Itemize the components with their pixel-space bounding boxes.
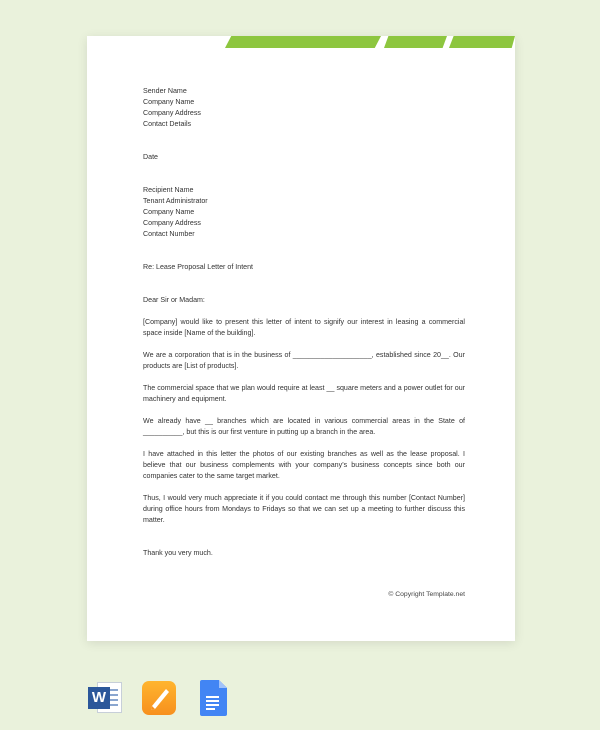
body-paragraph: I have attached in this letter the photos of our existing branches as well as the lease proposal. I believe that our business complements with your company’s business concepts since both our companies cater to the same target market.: [143, 450, 465, 480]
sender-line: Company Name: [143, 98, 195, 106]
gdocs-line: [206, 700, 219, 702]
gdocs-line: [206, 696, 219, 698]
gdocs-line: [206, 704, 219, 706]
accent-bar: [384, 36, 447, 48]
sender-line: Company Address: [143, 109, 201, 117]
recipient-line: Company Address: [143, 219, 201, 227]
accent-bar: [225, 36, 381, 48]
subject-line: Re: Lease Proposal Letter of Intent: [143, 263, 254, 271]
closing-line: Thank you very much.: [143, 549, 213, 557]
word-logo-letter: W: [88, 687, 110, 709]
sender-block: [143, 86, 465, 130]
google-docs-icon[interactable]: [198, 680, 234, 716]
pages-icon[interactable]: [142, 680, 178, 716]
body-paragraph: We are a corporation that is in the business of ____________________, established since 20__. Our products are [List of products].: [143, 351, 465, 370]
body-paragraph: The commercial space that we plan would require at least __ square meters and a power outlet for our machinery and equipment.: [143, 384, 465, 403]
date-line: Date: [143, 153, 158, 161]
recipient-line: Tenant Administrator: [143, 197, 208, 205]
salutation: Dear Sir or Madam:: [143, 296, 205, 304]
body-paragraph: [Company] would like to present this letter of intent to signify our interest in leasing a commercial space inside [Name of the building].: [143, 318, 465, 337]
letter-body: [143, 86, 465, 559]
gdocs-line: [206, 708, 215, 710]
accent-bar: [449, 36, 515, 48]
recipient-line: Contact Number: [143, 230, 195, 238]
sender-line: Contact Details: [143, 120, 192, 128]
copyright-notice: © Copyright Template.net: [388, 591, 465, 598]
recipient-line: Recipient Name: [143, 186, 194, 194]
pen-icon: [142, 680, 178, 716]
body-paragraph: We already have __ branches which are located in various commercial areas in the State of __________, but this is our first venture in putting up a branch in the area.: [143, 417, 465, 436]
word-icon[interactable]: [88, 680, 124, 716]
body-paragraph: Thus, I would very much appreciate it if you could contact me through this number [Contact Number] during office hours from Mondays to Fridays so that we can set up a meeting to further discuss this matter.: [143, 494, 465, 524]
recipient-block: [143, 185, 465, 240]
sender-line: Sender Name: [143, 87, 187, 95]
recipient-line: Company Name: [143, 208, 195, 216]
letter-page: [87, 36, 515, 641]
